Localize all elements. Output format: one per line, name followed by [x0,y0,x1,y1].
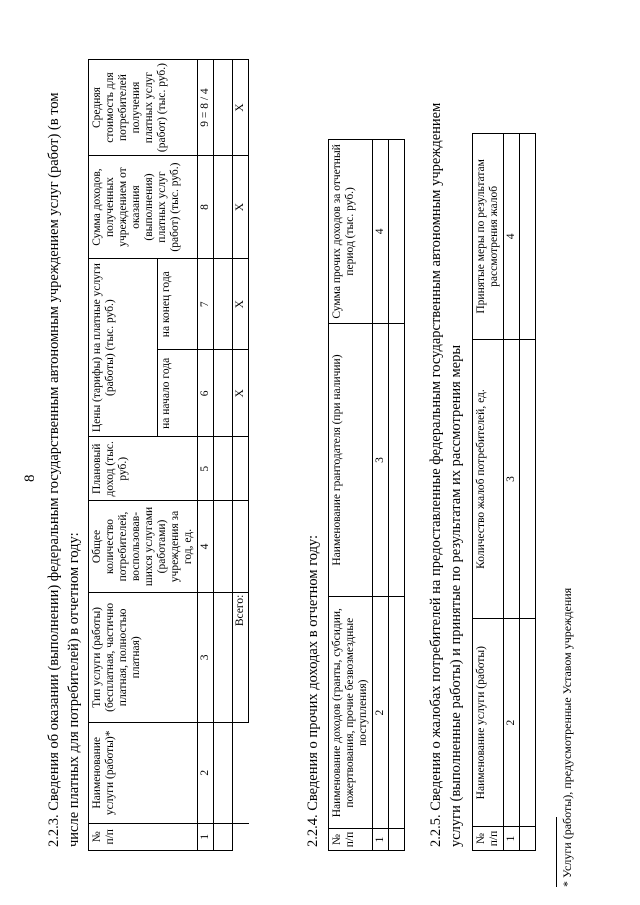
table-cell [520,339,536,619]
section-223-heading-line1: 2.2.3. Сведения об оказании (выполнении) федеральным государственным автономным учреждением услуг (работ) (в том [46,92,62,847]
col-number: 3 [504,339,520,619]
total-label: Всего: [233,592,249,722]
header-income-name: Наименование доходов (гранты, субсидии, пожертвования, прочие безвозмездные поступления) [329,597,373,829]
footnote: * Услуги (работы), предусмотренные Уставом учреждения [560,587,574,887]
total-mark: X [233,258,249,349]
complaints-number-row [504,134,520,851]
services-table-header-row [89,60,158,851]
header-other-income-sum: Сумма прочих доходов за отчетный период (тыс. руб.) [329,140,373,324]
table-cell [214,60,233,156]
col-number: 8 [198,156,214,259]
table-cell [214,723,233,824]
col-number: 5 [198,437,214,501]
services-table-row [214,60,233,851]
table-cell [233,823,249,850]
table-cell [214,350,233,437]
page-number: 8 [22,474,38,482]
header-price-start: на начало года [157,350,197,437]
header-consumer-count: Общее количество потребителей, воспользовав-шихся услугами (работами) учреждения за год, ед. [89,501,198,592]
col-number: 4 [373,140,389,324]
complaints-table [472,133,536,851]
section-224-heading: 2.2.4. Сведения о прочих доходах в отчетном году: [305,534,321,847]
table-cell [214,592,233,722]
header-grantor: Наименование грантодателя (при наличии) [329,323,373,597]
col-number: 6 [198,350,214,437]
header-income-sum: Сумма доходов, полученных учреждением от оказания (выполнения) платных услуг (работ) (тыс. руб.) [89,156,198,259]
table-cell [214,501,233,592]
table-cell [389,829,405,851]
complaints-row [520,134,536,851]
header-service-name: Наименование услуги (работы)* [89,723,198,824]
table-cell [233,437,249,501]
header-planned-income: Плановый доход (тыс. руб.) [89,437,198,501]
section-223-heading [44,7,84,847]
complaints-header-row [473,134,504,851]
header-num: № п/п [89,823,198,850]
total-mark: X [233,156,249,259]
footnote-divider [556,817,557,887]
section-225-heading [426,7,466,847]
table-cell [520,134,536,340]
table-cell [214,437,233,501]
col-number: 2 [198,723,214,824]
services-table-number-row [198,60,214,851]
other-income-header-row [329,140,373,851]
header-prices: Цены (тарифы) на платные услуги (работы) (тыс. руб.) [89,258,158,436]
table-cell [233,723,249,824]
col-number: 1 [373,829,389,851]
table-cell [214,823,233,850]
col-number: 1 [504,827,520,851]
total-mark: X [233,60,249,156]
header-service-name: Наименование услуги (работы) [473,619,504,827]
col-number: 1 [198,823,214,850]
header-num: № п/п [329,829,373,851]
col-number: 4 [504,134,520,340]
section-225-heading-line2: услуги (выполненные работы) и принятые по результатам их рассмотрения меры [448,344,464,847]
header-complaints-count: Количество жалоб потребителей, ед. [473,339,504,619]
header-average-cost: Средняя стоимость для потребителей получения платных услуг (работ) (тыс. руб.) [89,60,198,156]
other-income-row [389,140,405,851]
services-table-total-row [233,60,249,851]
header-num: № п/п [473,827,504,851]
total-mark: X [233,350,249,437]
other-income-table [328,139,405,851]
table-cell [233,501,249,592]
header-price-end: на конец года [157,258,197,349]
section-223-heading-line2: числе платных для потребителей) в отчетном году: [66,532,82,847]
col-number: 2 [504,619,520,827]
table-cell [520,827,536,851]
header-measures: Принятые меры по результатам рассмотрения жалоб [473,134,504,340]
table-cell [214,156,233,259]
other-income-number-row [373,140,389,851]
table-cell [214,258,233,349]
table-cell [520,619,536,827]
services-table [88,59,249,851]
col-number: 7 [198,258,214,349]
col-number: 3 [198,592,214,722]
table-cell [389,323,405,597]
col-number: 2 [373,597,389,829]
col-number: 4 [198,501,214,592]
table-cell [389,597,405,829]
header-service-type: Тип услуги (работы) (бесплатная, частично платная, полностью платная) [89,592,198,722]
section-225-heading-line1: 2.2.5. Сведения о жалобах потребителей на предоставленные федеральным государственным автономным учреждением [428,102,444,847]
col-number: 3 [373,323,389,597]
table-cell [389,140,405,324]
col-number: 9 = 8 / 4 [198,60,214,156]
